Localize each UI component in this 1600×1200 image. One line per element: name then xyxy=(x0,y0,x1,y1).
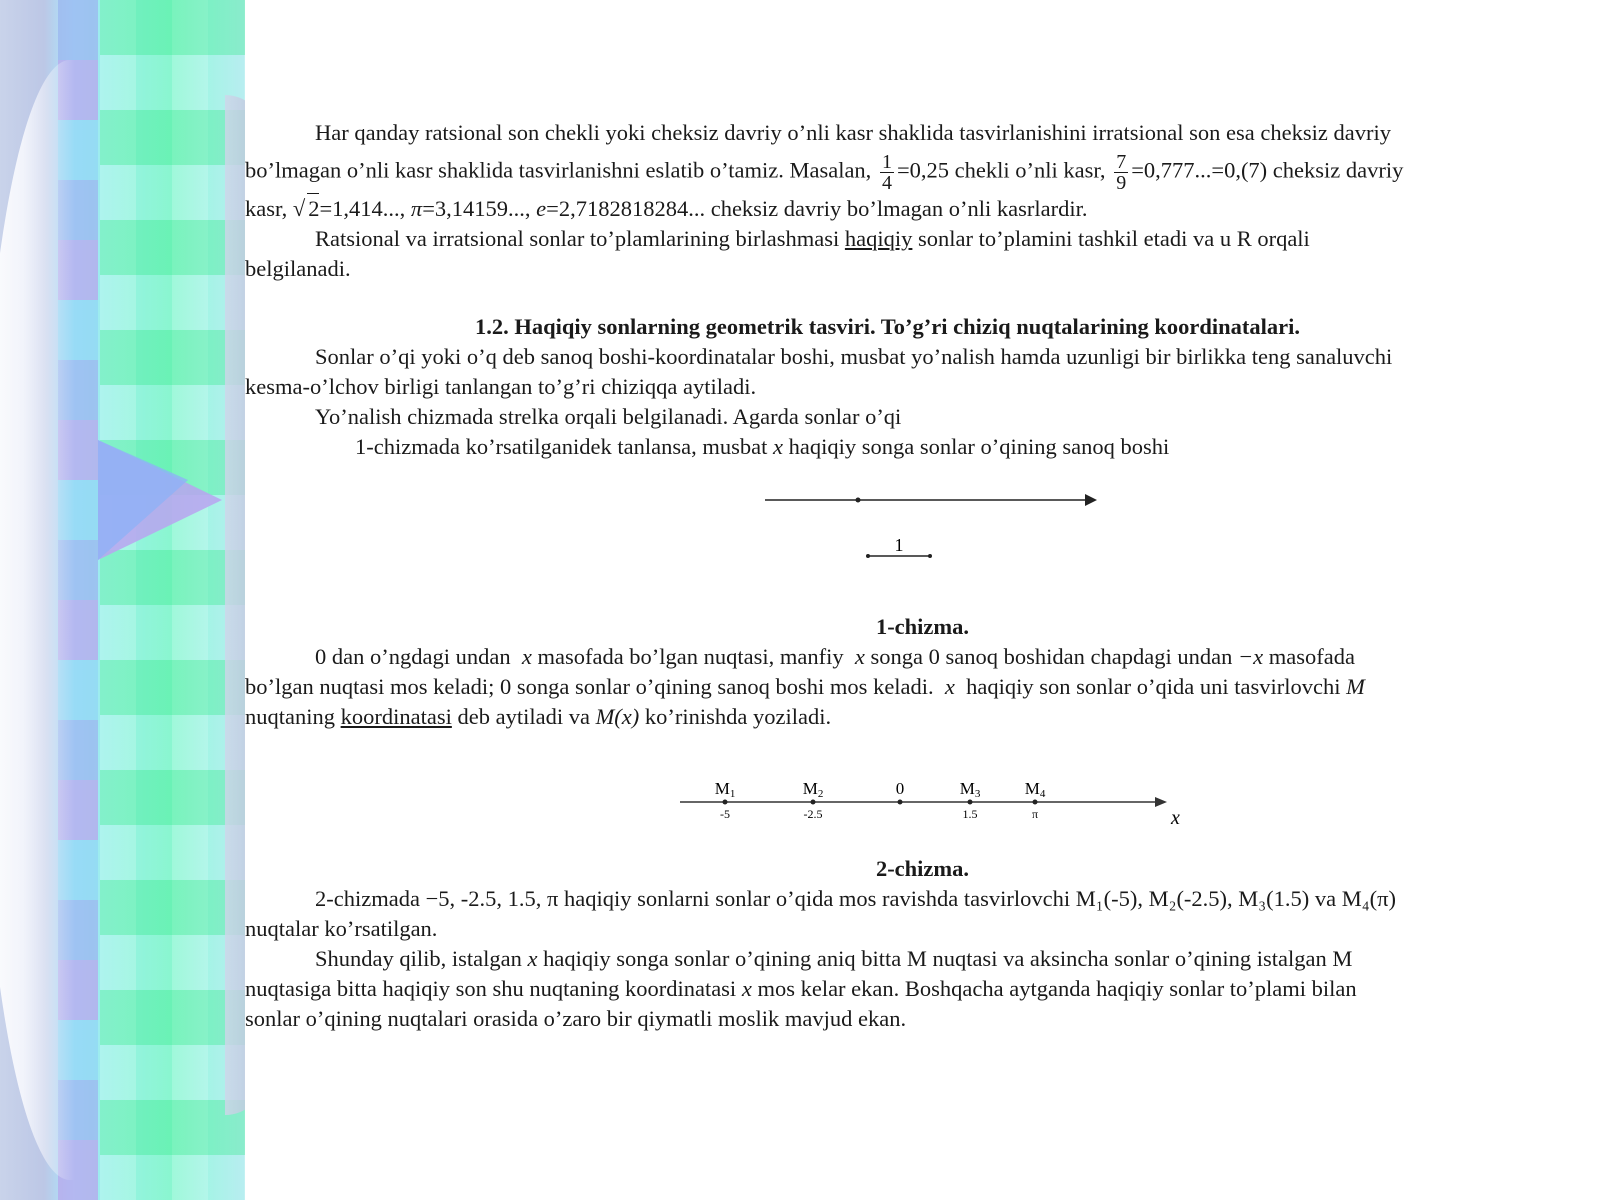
para4-line3 xyxy=(245,702,1600,732)
figure-2-caption: 2-chizma. xyxy=(875,856,970,881)
point-label-subscript: 4 xyxy=(1039,788,1046,800)
text: masofada xyxy=(1268,644,1355,669)
para2-line1 xyxy=(245,224,1600,254)
denominator: 9 xyxy=(1116,172,1127,194)
axis-point xyxy=(811,800,816,805)
text: 2-chizmada −5, -2.5, 1.5, π haqiqiy sonlarni sonlar o’qida mos ravishda tasvirlovchi M₁(-5), M₂(-2.5), M₃(1.5) va M₄(π) xyxy=(315,886,1396,911)
text: kesma-o’lchov birligi tanlangan to’g’ri chiziqqa aytiladi. xyxy=(245,374,757,399)
text: bo’lmagan o’nli kasr shaklida tasvirlanishni eslatib o’tamiz. Masalan, xyxy=(245,157,872,183)
point-value-label: π xyxy=(1031,807,1039,821)
x-symbol: x xyxy=(944,674,955,699)
axis-point xyxy=(723,800,728,805)
para3-line2 xyxy=(245,372,1600,402)
para1-line3 xyxy=(245,193,1600,224)
x-symbol: x xyxy=(854,644,865,669)
axis-points xyxy=(715,779,1046,821)
point-label: M4 xyxy=(1024,779,1046,800)
e-symbol: e xyxy=(536,196,547,221)
banner-tile-pattern xyxy=(100,0,245,1200)
figure-2-number-axis xyxy=(245,732,1600,854)
text: =3,14159..., xyxy=(422,196,531,221)
para1-line1 xyxy=(245,118,1600,148)
point-label-subscript: 2 xyxy=(817,788,824,800)
text: =2,7182818284... cheksiz davriy bo’lmagan o’nli kasrlardir. xyxy=(546,196,1088,221)
fraction-1-4 xyxy=(880,152,894,193)
point-label: 0 xyxy=(895,779,905,798)
text: mos kelar ekan. Boshqacha aytganda haqiqiy sonlar to’plami bilan xyxy=(757,976,1357,1001)
x-symbol: x xyxy=(741,976,752,1001)
text: Yo’nalish chizmada strelka orqali belgilanadi. Agarda sonlar o’qi xyxy=(315,404,902,429)
x-symbol: x xyxy=(773,434,783,459)
axis-arrow-icon xyxy=(1085,494,1097,506)
text: Shunday qilib, istalgan xyxy=(315,946,522,971)
point-value-label: 1.5 xyxy=(962,807,978,821)
point-label: M1 xyxy=(714,779,736,800)
banner-wave xyxy=(225,95,245,1115)
point-label-subscript: 1 xyxy=(729,788,736,800)
text: haqiqiy songa sonlar o’qining sanoq boshi xyxy=(788,434,1170,459)
unit-start-point xyxy=(866,554,870,558)
text: Ratsional va irratsional sonlar to’plamlarining birlashmasi xyxy=(315,226,840,251)
text: nuqtaning xyxy=(245,704,335,729)
axis-arrow-icon xyxy=(1155,797,1167,807)
text: nuqtalar ko’rsatilgan. xyxy=(245,916,438,941)
text: kasr, xyxy=(245,196,288,221)
figure-1-caption: 1-chizma. xyxy=(875,614,970,639)
axis-point xyxy=(898,800,903,805)
axis-label: x xyxy=(1171,807,1180,829)
text: deb aytiladi va xyxy=(457,704,590,729)
unit-end-point xyxy=(928,554,932,558)
para3-line4 xyxy=(245,432,1600,462)
figure-1-number-axis xyxy=(245,462,1600,612)
text: sonlar o’qining nuqtalari orasida o’zaro bir qiymatli moslik mavjud ekan. xyxy=(245,1006,907,1031)
para4-line1 xyxy=(245,642,1600,672)
para3-line1 xyxy=(245,342,1600,372)
decorative-side-banner xyxy=(0,0,245,1200)
axis-point xyxy=(1033,800,1038,805)
point-value-label: -5 xyxy=(720,807,730,821)
underlined-term: haqiqiy xyxy=(844,226,913,251)
para2-line2 xyxy=(245,254,1600,284)
unit-label: 1 xyxy=(894,535,904,555)
banner-curve xyxy=(0,60,75,1180)
text: ko’rinishda yoziladi. xyxy=(644,704,832,729)
axis-point xyxy=(968,800,973,805)
para6-line2 xyxy=(245,974,1600,1004)
mx-notation: M(x) xyxy=(595,704,640,729)
sqrt-argument: 2 xyxy=(307,193,319,224)
text: nuqtasiga bitta haqiqiy son shu nuqtaning koordinatasi xyxy=(245,976,737,1001)
point-label: M3 xyxy=(959,779,981,800)
text: belgilanadi. xyxy=(245,256,351,281)
text: sonlar to’plamini tashkil etadi va u R orqali xyxy=(918,226,1310,251)
para6-line3 xyxy=(245,1004,1600,1034)
text: songa 0 sanoq boshidan chapdagi undan xyxy=(870,644,1233,669)
x-symbol: x xyxy=(521,644,532,669)
x-symbol: x xyxy=(527,946,538,971)
text: =0,777...=0,(7) cheksiz davriy xyxy=(1131,157,1404,183)
origin-point xyxy=(856,498,861,503)
para1-line2 xyxy=(245,152,1600,193)
m-symbol: M xyxy=(1346,674,1365,699)
pi-symbol: π xyxy=(410,196,423,221)
text: haqiqiy songa sonlar o’qining aniq bitta M nuqtasi va aksincha sonlar o’qining istalgan M xyxy=(543,946,1353,971)
minus-x-symbol: −x xyxy=(1237,644,1264,669)
para6-line1 xyxy=(245,944,1600,974)
para3-line3 xyxy=(245,402,1600,432)
denominator: 4 xyxy=(881,172,892,194)
text: 1-chizmada ko’rsatilganidek tanlansa, musbat xyxy=(355,434,768,459)
point-label-subscript: 3 xyxy=(974,788,981,800)
banner-triangle-accent xyxy=(98,440,188,560)
text: =1,414..., xyxy=(319,196,406,221)
point-value-label: -2.5 xyxy=(803,807,823,821)
text: =0,25 chekli o’nli kasr, xyxy=(896,157,1106,183)
text: masofada bo’lgan nuqtasi, manfiy xyxy=(537,644,844,669)
para4-line2 xyxy=(245,672,1600,702)
text: 0 dan o’ngdagi undan xyxy=(315,644,511,669)
sqrt-symbol: √ xyxy=(292,196,306,221)
text: Har qanday ratsional son chekli yoki cheksiz davriy o’nli kasr shaklida tasvirlanishini irratsional son esa cheksiz davriy xyxy=(315,120,1391,145)
document-body xyxy=(245,118,1600,1034)
para5-line2 xyxy=(245,914,1600,944)
fraction-7-9 xyxy=(1114,152,1128,193)
text: Sonlar o’qi yoki o’q deb sanoq boshi-koordinatalar boshi, musbat yo’nalish hamda uzunligi bir birlikka teng sanaluvchi xyxy=(315,344,1393,369)
text: bo’lgan nuqtasi mos keladi; 0 songa sonlar o’qining sanoq boshi mos keladi. xyxy=(245,674,934,699)
underlined-term: koordinatasi xyxy=(340,704,452,729)
text: haqiqiy son sonlar o’qida uni tasvirlovchi xyxy=(966,674,1341,699)
numerator: 1 xyxy=(881,151,892,173)
para5-line1 xyxy=(245,884,1600,914)
point-label: M2 xyxy=(802,779,824,800)
numerator: 7 xyxy=(1116,151,1127,173)
section-heading: 1.2. Haqiqiy sonlarning geometrik tasviri. To’g’ri chiziq nuqtalarining koordinatalari. xyxy=(474,314,1301,339)
